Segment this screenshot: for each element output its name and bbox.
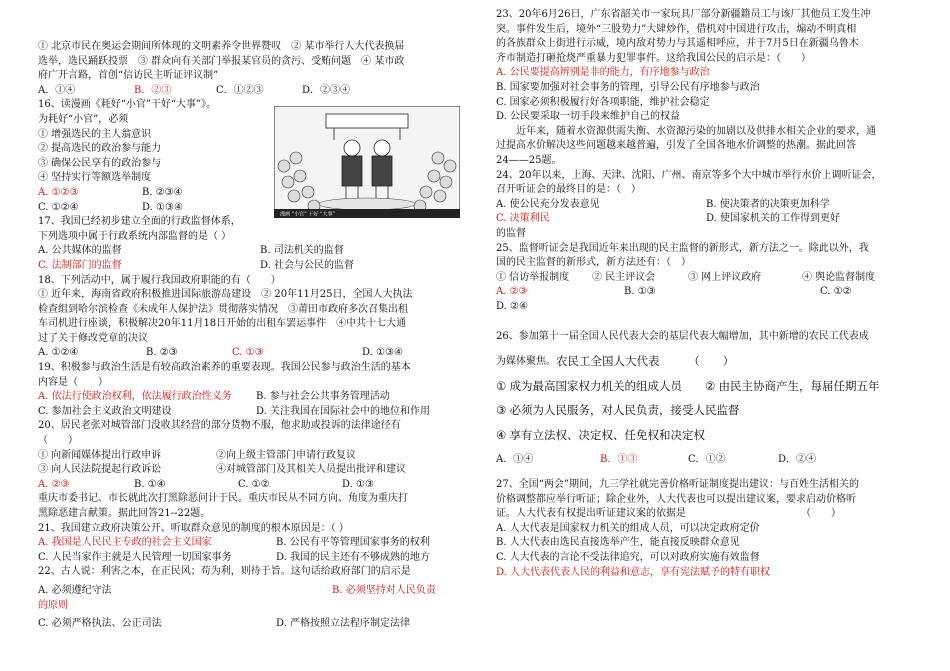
q17-options — [38, 244, 462, 259]
q26-option-c[interactable]: C．①② — [688, 454, 726, 466]
q16-option-a[interactable]: A. ①②③ — [38, 186, 79, 198]
q23-line: 齐市制造打砸抢烧严重暴力犯罪事件。这给我国公民的启示是：（ ） — [496, 52, 811, 64]
q21-option-a[interactable]: A. 我国是人民民主专政的社会主义国家 — [38, 537, 212, 549]
q26-line-2 — [496, 355, 910, 370]
q25-items — [496, 271, 910, 286]
q19-option-c[interactable]: C. 参加社会主义政治文明建设 — [38, 405, 172, 417]
q25-line: 25、监督听证会是我国近年来出现的民主监督的新形式，新方法之一。除此以外，我 — [496, 242, 869, 254]
q16-line: 为耗好“小官”，必须 — [38, 113, 129, 125]
q20-option-d[interactable]: D. ①③ — [342, 478, 374, 490]
q15-option-c[interactable]: C．①②③ — [216, 84, 264, 96]
q26-option-d[interactable]: D．②④ — [778, 454, 817, 466]
q18-line: ① 近年来，海南省政府积极推进国际旅游岛建设 ② 20年11月25日，全国人大执法 — [38, 289, 413, 301]
q20-item: ②向上级主管部门申请行政复议 — [216, 449, 356, 461]
q20-line: （ ） — [38, 435, 78, 447]
q20-option-a[interactable]: A. ②③ — [38, 478, 70, 490]
q27-line: 价格调整都应举行听证；除企业外，人大代表也可以提出建议案，要求启动价格听 — [496, 493, 856, 505]
q15-options — [38, 84, 462, 99]
q25-option-b[interactable]: B. ①③ — [624, 286, 656, 298]
q22-option-a[interactable]: A. 必须遵纪守法 — [38, 584, 112, 596]
q16-line: ③ 确保公民享有的政治参与 — [38, 157, 162, 169]
q23-line: 的各族群众上街进行示威，境内敌对势力与其遥相呼应，并于7月5日在新疆乌鲁木 — [496, 38, 859, 50]
q26-item: ① 成为最高国家权力机关的组成人员 ② 由民主协商产生，每届任期五年 — [496, 380, 880, 393]
q17-options — [38, 259, 462, 274]
q26-item: ④ 享有立法权、决定权、任免权和决定权 — [496, 429, 706, 442]
q26-options — [496, 453, 910, 468]
q18-option-c[interactable]: C. ①③ — [232, 347, 264, 359]
q23-line: 23、20年6月26日，广东省韶关市一家玩具厂部分新疆籍员工与该厂其他员工发生冲 — [496, 9, 871, 20]
q22-option-b-cont: 的原则 — [38, 599, 68, 611]
q18-line: 检查组到哈尔滨检查《未成年人保护法》贯彻落实情况 ③莆田市政府多次召集出租 — [38, 303, 408, 315]
q26-option-b[interactable]: B．①③ — [600, 454, 638, 466]
q24-options — [496, 198, 910, 213]
q20-item: ① 向新闻媒体提出行政申诉 — [38, 449, 162, 461]
q20-line: 20、居民老张对城管部门没收其经营的部分货物不服，他求助或投诉的法律途径有 — [38, 420, 401, 432]
q24-option-d-cont: 的监督 — [496, 227, 526, 239]
q27-line: 27、全国“两会”期间，九三学社就完善价格听证制度提出建议：与百姓生活相关的 — [496, 479, 859, 491]
q18-options — [38, 346, 462, 361]
q17-line: 下列选项中属于行政系统内部监督的是（ ） — [38, 230, 232, 242]
q19-options — [38, 390, 462, 405]
q23-option-d[interactable]: D. 公民要采取一切手段来维护自己的权益 — [496, 111, 681, 123]
q16-option-d[interactable]: D. ①③④ — [142, 201, 183, 213]
q20-items — [38, 463, 462, 478]
q16-block — [38, 98, 462, 218]
q16-option-b[interactable]: B. ②③④ — [142, 186, 183, 198]
q21-option-c[interactable]: C. 人民当家作主就是人民管理一切国家事务 — [38, 551, 232, 563]
q25-item: ③ 网上评议政府 — [688, 271, 762, 283]
q25-option-d[interactable]: D. ②④ — [496, 300, 528, 312]
q24-option-d[interactable]: D. 使国家机关的工作得到更好 — [706, 213, 841, 225]
q22-options — [38, 584, 462, 599]
q21-option-d[interactable]: D. 我国的民主还有不够成熟的地方 — [276, 551, 431, 563]
q20-item: ④对城管部门及其相关人员提出批评和建议 — [216, 464, 406, 476]
q22-option-b[interactable]: B. 必须坚持对人民负责 — [332, 584, 436, 596]
q19-line: 内容是（ ） — [38, 376, 108, 388]
q27-option-d[interactable]: D. 人大代表代表人民的利益和意志，享有宪法赋予的特有职权 — [496, 566, 771, 578]
q27-option-b[interactable]: B. 人大代表由选民直接选举产生，能直接反映群众意见 — [496, 537, 740, 549]
q24-line: 召开听证会的最终目的是：（ ） — [496, 184, 641, 196]
q19-option-b[interactable]: B. 参与社会公共事务管理活动 — [256, 391, 390, 403]
q16-line: ① 增强选民的主人翁意识 — [38, 128, 152, 140]
q16-line: ④ 坚持实行等额选举制度 — [38, 172, 152, 184]
q24-option-b[interactable]: B. 使决策者的决策更加科学 — [706, 198, 830, 210]
intro-21-22: 黑除恶建言献策。据此回答21--22题。 — [38, 508, 211, 519]
q18-line: 过了关于修改党章的决议 — [38, 332, 148, 344]
q18-option-d[interactable]: D. ①③④ — [362, 347, 403, 359]
q16-line: 16、读漫画《耗好“小官”干好“大事”》。 — [38, 99, 217, 111]
q20-items — [38, 449, 462, 464]
q18-option-b[interactable]: B. ②③ — [146, 347, 178, 359]
q21-options — [38, 551, 462, 566]
q25-item: ① 信访举报制度 — [496, 271, 570, 283]
q18-line: 18、下列活动中，属于履行我国政府职能的有（ ） — [38, 274, 281, 286]
right-column — [496, 8, 910, 580]
q16-line: ② 提高选民的政治参与能力 — [38, 143, 162, 155]
q15-line: 府广开言路，首创“信访民主听证评议制” — [38, 70, 219, 82]
q21-option-b[interactable]: B. 公民有平等管理国家事务的权利 — [276, 537, 430, 549]
q25-options — [496, 285, 910, 300]
q24-option-a[interactable]: A. 使公民充分发表意见 — [496, 198, 600, 210]
q23-option-b[interactable]: B. 国家要加强对社会事务的管理，引导公民有序地参与政治 — [496, 81, 760, 93]
q18-option-a[interactable]: A. ①②④ — [38, 347, 79, 359]
q20-option-b[interactable]: B. ①④ — [134, 478, 166, 490]
q22-line: 22、古人说：利害之本，在正民风；苟为利，则待于旨。这句话给政府部门的启示是 — [38, 566, 411, 578]
q24-option-c[interactable]: C. 决策利民 — [496, 213, 550, 225]
q26-line: 26、参加第十一届全国人民代表大会的基层代表大幅增加，其中新增的农民工代表成 — [496, 331, 869, 343]
q22-options — [38, 617, 462, 632]
q15-option-a[interactable]: A．①④ — [38, 84, 76, 96]
q19-option-a[interactable]: A. 依法行使政治权利，依法履行政治性义务 — [38, 391, 232, 403]
q17-option-c[interactable]: C. 法制部门的监督 — [38, 259, 122, 271]
q25-option-a[interactable]: A. ②③ — [496, 286, 528, 298]
q18-line: 车司机进行座谈，积极解决20年11月18日开始的出租车罢运事件 ④中共十七大通 — [38, 318, 407, 330]
q25-item: ④ 舆论监督制度 — [802, 271, 876, 283]
q17-option-b[interactable]: B. 司法机关的监督 — [260, 245, 344, 257]
q23-line: 突。事件发生后，境外“三股势力”大肆炒作，借机对中国进行攻击，煽动不明真相 — [496, 23, 857, 35]
q19-option-d[interactable]: D. 关注我国在国际社会中的地位和作用 — [256, 405, 431, 417]
q17-option-d[interactable]: D. 社会与公民的监督 — [260, 259, 355, 271]
q24-options — [496, 212, 910, 227]
left-column — [38, 40, 462, 632]
q27-option-a[interactable]: A. 人大代表是国家权力机关的组成人员，可以决定政府定价 — [496, 522, 760, 534]
q17-option-a[interactable]: A. 公共媒体的监督 — [38, 245, 122, 257]
intro-24-25: 过提高水价解决这些问题越来越普遍，引发了全国各地水价调整的热潮。据此回答 — [496, 140, 856, 152]
q25-item: ② 民主评议会 — [592, 271, 656, 283]
q19-line: 19、积极参与政治生活是有较高政治素养的重要表现。我国公民参与政治生活的基本 — [38, 362, 411, 374]
q27-line: 证。人大代表有权提出听证建议案的依据是 （ ） — [496, 508, 841, 520]
intro-21-22: 重庆市委书记、市长就此次打黑除恶问计于民。重庆市民从不同方向、角度为重庆打 — [38, 493, 408, 505]
q25-option-c[interactable]: C. ①② — [820, 286, 852, 298]
q20-options — [38, 478, 462, 493]
q26-item: ③ 必须为人民服务，对人民负责，接受人民监督 — [496, 405, 740, 418]
cartoon-image — [274, 106, 460, 218]
cartoon-caption: 漫画 “小官” 干好 “大事” — [280, 211, 336, 218]
q22-option-d[interactable]: D. 严格按照立法程序制定法律 — [276, 618, 411, 630]
q26-option-a[interactable]: A．①④ — [496, 454, 534, 466]
q20-option-c[interactable]: C. ①② — [238, 478, 270, 490]
q25-line: 国的民主监督的新形式，新方法还有：（ ） — [496, 257, 691, 269]
q21-line: 21、我国建立政府决策公开、听取群众意见的制度的根本原因是：（ ） — [38, 522, 349, 534]
q22-option-c[interactable]: C. 必须严格执法、公正司法 — [38, 618, 162, 630]
q24-line: 24、20年以来，上海、天津、沈阳、广州、南京等多个大中城市举行水价上调听证会， — [496, 169, 882, 181]
q26-media-text: 为媒体聚焦。 — [496, 356, 556, 368]
q23-option-a[interactable]: A. 公民要提高辨别是非的能力，有序地参与政治 — [496, 67, 710, 79]
q15-line: 选举，选民踊跃投票 ③ 群众向有关部门举报某官员的贪污、受贿问题 ④ 某市政 — [38, 55, 405, 67]
q19-options — [38, 405, 462, 420]
q17-line: 17、我国已经初步建立全面的行政监督体系， — [38, 216, 241, 228]
q15-line: ① 北京市民在奥运会期间所体现的文明素养令世界赞叹 ② 某市举行人大代表换届 — [38, 41, 405, 52]
q15-option-d[interactable]: D．②③④ — [302, 84, 351, 96]
q20-item: ③ 向人民法院提起行政诉讼 — [38, 464, 162, 476]
intro-24-25: 24——25题。 — [496, 154, 562, 166]
q15-option-b[interactable]: B．②③ — [134, 84, 172, 96]
q16-option-c[interactable]: C. ①②④ — [38, 201, 79, 213]
q21-options — [38, 536, 462, 551]
q26-stem: 农民工全国人大代表 （ ） — [556, 356, 735, 369]
q23-option-c[interactable]: C. 国家必须积极履行好各项职能，维护社会稳定 — [496, 96, 710, 108]
q27-option-c[interactable]: C. 人大代表的言论不受法律追究，可以对政府实施有效监督 — [496, 552, 760, 563]
intro-24-25: 近年来，随着水资源供需失衡、水资源污染的加剧以及供排水相关企业的要求，通 — [496, 125, 876, 137]
